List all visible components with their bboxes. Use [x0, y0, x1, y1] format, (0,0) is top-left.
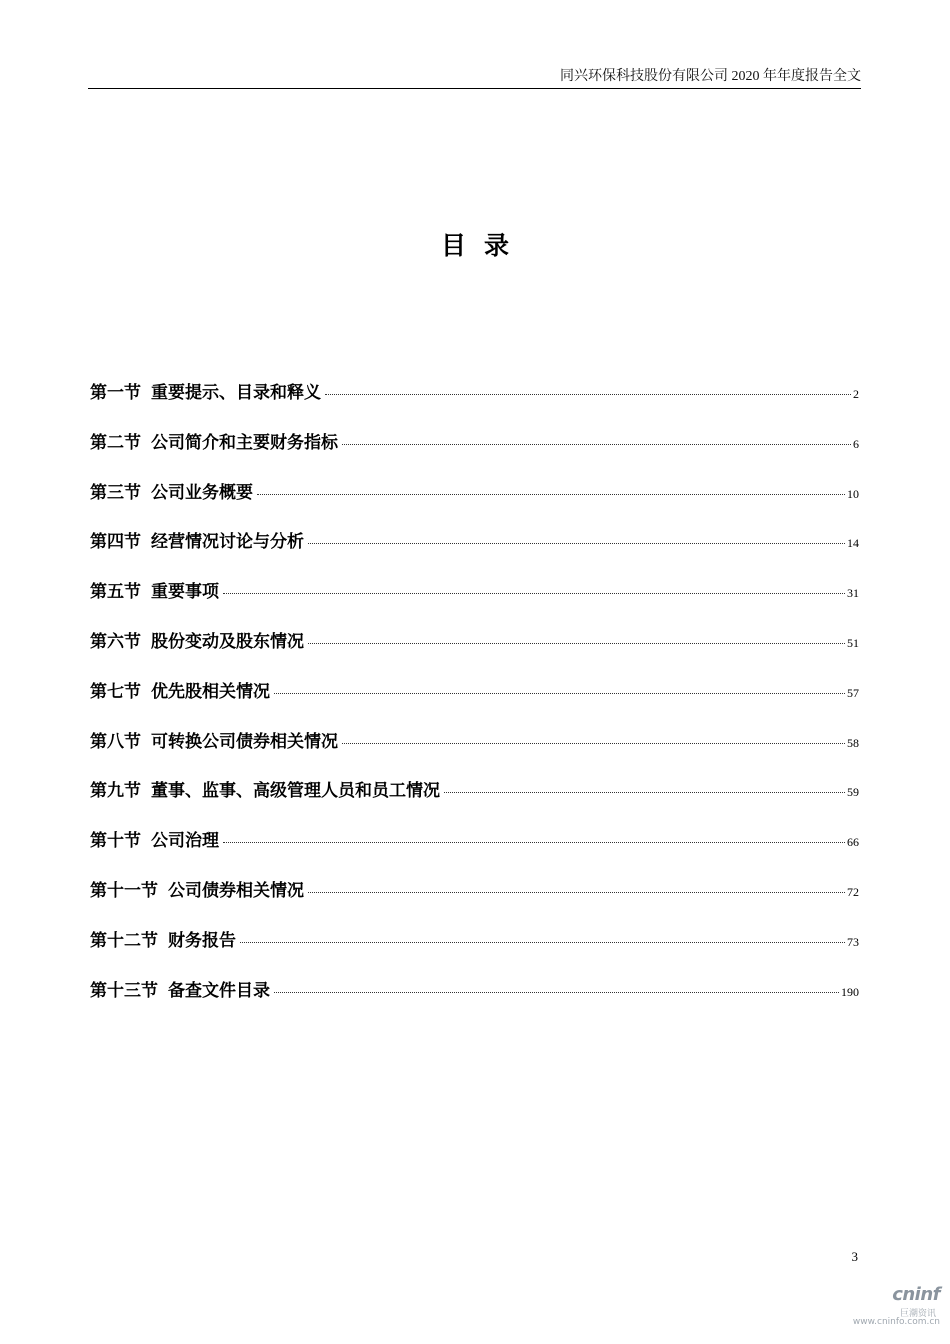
- toc-leader-dots: [325, 394, 851, 395]
- toc-entry-title: 优先股相关情况: [151, 681, 270, 702]
- toc-entry[interactable]: [90, 627, 859, 677]
- toc-page-number: 2: [853, 387, 859, 401]
- toc-page-number: 14: [847, 536, 859, 551]
- toc-section-label: 第三节: [90, 482, 141, 503]
- toc-entry-title: 备查文件目录: [168, 980, 270, 1001]
- toc-entry[interactable]: [90, 677, 859, 727]
- cninfo-url: www.cninfo.com.cn: [852, 1317, 940, 1327]
- toc-entry-title: 公司业务概要: [151, 482, 253, 503]
- toc-leader-dots: [257, 494, 845, 495]
- toc-entry[interactable]: [90, 826, 859, 876]
- toc-page-number: 10: [847, 486, 859, 501]
- toc-entry[interactable]: [90, 926, 859, 976]
- toc-leader-dots: [308, 643, 845, 644]
- toc-section-label: 第二节: [90, 432, 141, 453]
- toc-page-number: 190: [841, 984, 859, 999]
- toc-section-label: 第一节: [90, 383, 141, 403]
- page-title: 目录: [440, 231, 527, 260]
- toc-section-label: 第十二节: [90, 930, 158, 951]
- toc-entry-title: 公司债券相关情况: [168, 880, 304, 901]
- header-text: 同兴环保科技股份有限公司 2020 年年度报告全文: [560, 69, 861, 84]
- toc-entry-title: 公司简介和主要财务指标: [151, 432, 338, 453]
- toc-page-number: 72: [847, 884, 859, 899]
- toc-section-label: 第四节: [90, 532, 141, 553]
- toc-entry[interactable]: [90, 378, 859, 428]
- toc-leader-dots: [223, 842, 845, 843]
- toc-entry-title: 重要事项: [151, 582, 219, 603]
- toc-section-label: 第十节: [90, 831, 141, 852]
- toc-page-number: 6: [853, 436, 859, 451]
- toc-page-number: 73: [847, 934, 859, 949]
- toc-entry-title: 财务报告: [168, 930, 236, 951]
- toc-leader-dots: [308, 892, 845, 893]
- toc-page-number: 66: [847, 835, 859, 850]
- toc-leader-dots: [444, 792, 845, 793]
- toc-entry-title: 重要提示、目录和释义: [151, 383, 321, 403]
- toc-section-label: 第十三节: [90, 980, 158, 1001]
- toc-section-label: 第五节: [90, 582, 141, 603]
- toc-entry-title: 经营情况讨论与分析: [151, 532, 304, 553]
- page-header: [88, 62, 861, 89]
- toc-entry[interactable]: [90, 727, 859, 777]
- toc-leader-dots: [223, 593, 845, 594]
- page-number: 3: [851, 1249, 858, 1264]
- toc-entry[interactable]: [90, 428, 859, 478]
- toc-leader-dots: [308, 543, 845, 544]
- cninfo-logo: cninf: [892, 1284, 940, 1305]
- table-of-contents: [90, 378, 859, 1025]
- toc-leader-dots: [274, 992, 839, 993]
- toc-section-label: 第九节: [90, 781, 141, 802]
- toc-page-number: 59: [847, 785, 859, 800]
- toc-section-label: 第七节: [90, 681, 141, 702]
- toc-entry[interactable]: [90, 876, 859, 926]
- toc-leader-dots: [274, 693, 845, 694]
- toc-entry-title: 董事、监事、高级管理人员和员工情况: [151, 781, 440, 802]
- cninfo-watermark: [850, 1284, 940, 1334]
- toc-page-number: 58: [847, 735, 859, 750]
- toc-section-label: 第八节: [90, 731, 141, 752]
- toc-entry-title: 可转换公司债券相关情况: [151, 731, 338, 752]
- toc-page-number: 31: [847, 586, 859, 601]
- toc-entry[interactable]: [90, 776, 859, 826]
- toc-page-number: 51: [847, 635, 859, 650]
- toc-leader-dots: [342, 743, 845, 744]
- toc-entry-title: 公司治理: [151, 831, 219, 852]
- toc-entry[interactable]: [90, 527, 859, 577]
- toc-entry[interactable]: [90, 976, 859, 1026]
- cninfo-name: 巨潮资讯: [899, 1309, 936, 1319]
- toc-entry[interactable]: [90, 577, 859, 627]
- toc-entry[interactable]: [90, 478, 859, 528]
- toc-leader-dots: [342, 444, 851, 445]
- toc-entry-title: 股份变动及股东情况: [151, 631, 304, 652]
- toc-page-number: 57: [847, 685, 859, 700]
- toc-leader-dots: [240, 942, 845, 943]
- toc-section-label: 第六节: [90, 631, 141, 652]
- toc-section-label: 第十一节: [90, 880, 158, 901]
